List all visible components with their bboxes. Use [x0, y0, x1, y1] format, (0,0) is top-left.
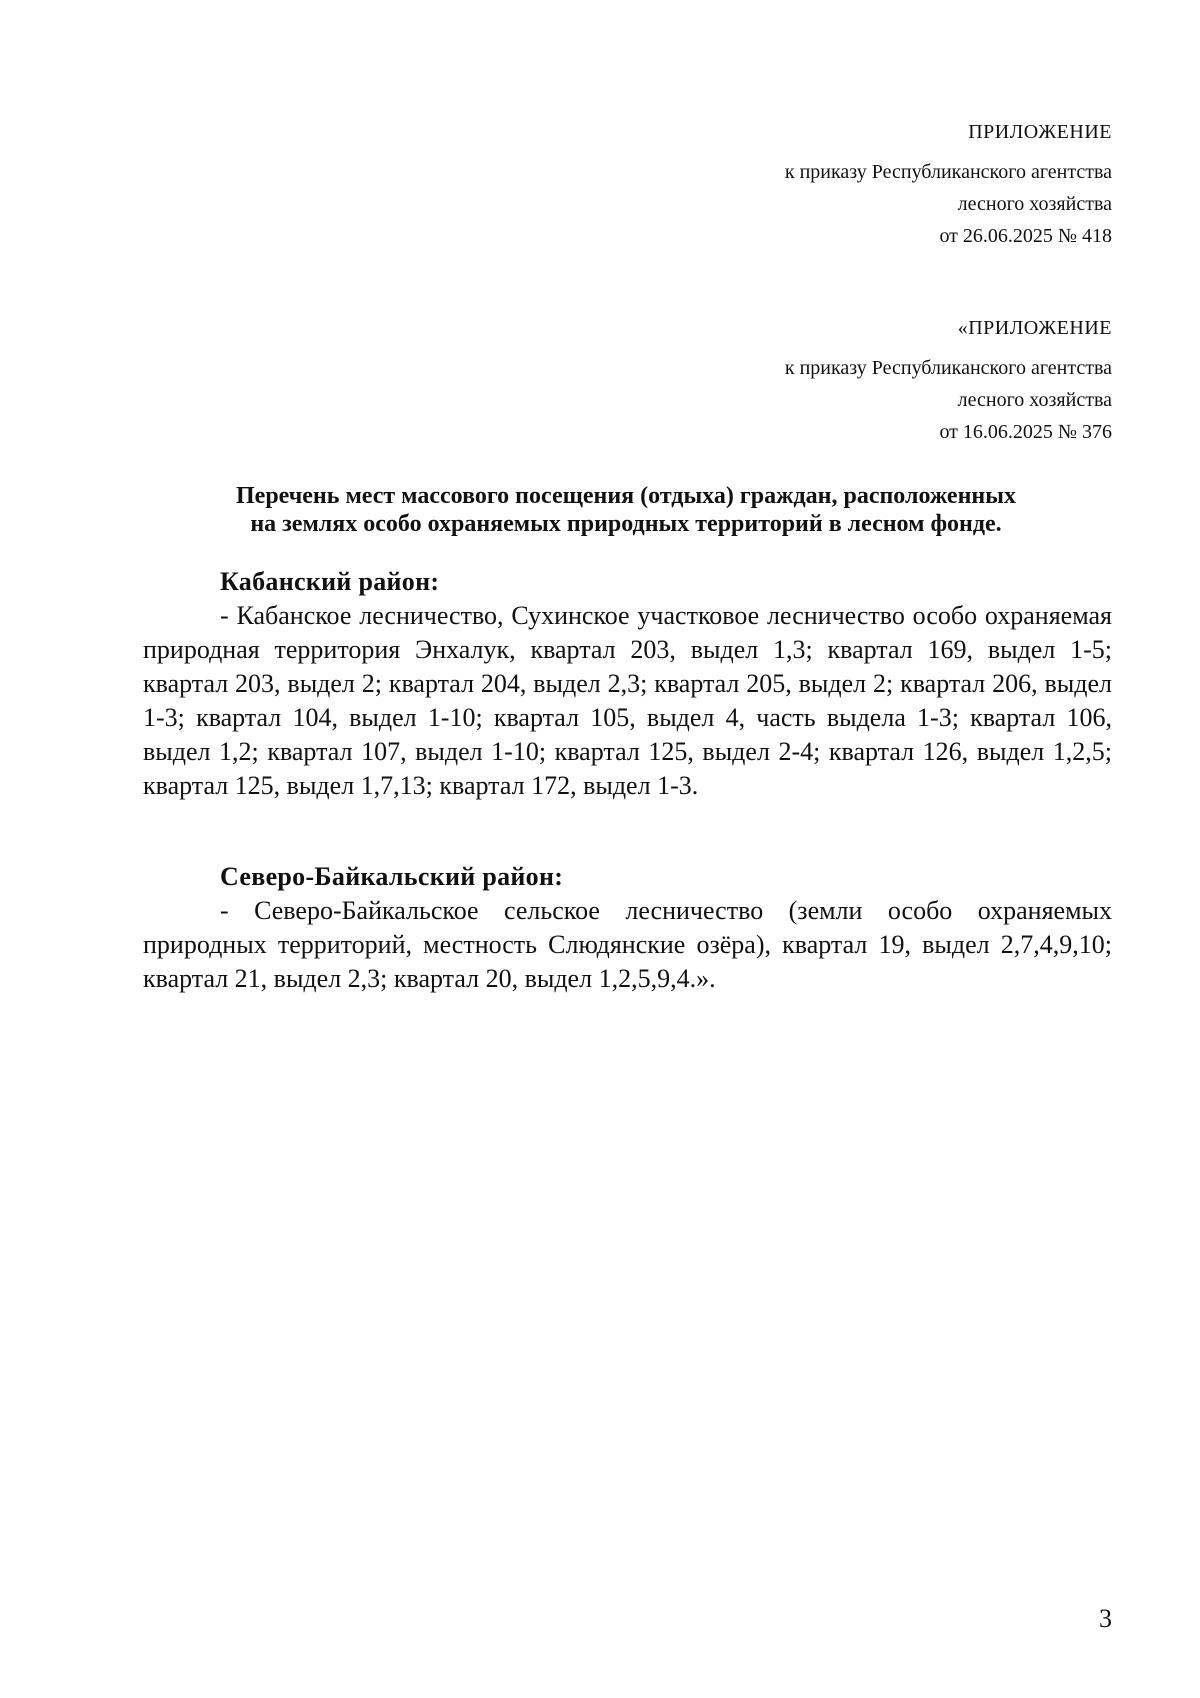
section-kabansky	[143, 565, 1112, 803]
section-heading: Кабанский район:	[220, 567, 440, 596]
section-heading: Северо-Байкальский район:	[220, 862, 564, 891]
appendix-agency-line: лесного хозяйства	[957, 193, 1112, 215]
appendix-agency-line: лесного хозяйства	[957, 389, 1112, 411]
document-title	[140, 482, 1112, 538]
section-text: - Северо-Байкальское сельское лесничество (земли особо охраняемых природных территорий, местность Слюдянские озёра), квартал 19, выдел 2,7,4,9,10; квартал 21, выдел 2,3; квартал 20, выдел 1,2,5,9,4.».	[143, 896, 1112, 993]
appendix-order-line: к приказу Республиканского агентства	[784, 357, 1112, 379]
appendix-header-previous	[785, 312, 1112, 448]
appendix-label: ПРИЛОЖЕНИЕ	[968, 121, 1112, 143]
appendix-date-number: от 26.06.2025 № 418	[939, 225, 1112, 247]
page-number: 3	[1099, 1604, 1112, 1633]
appendix-label: «ПРИЛОЖЕНИЕ	[957, 317, 1112, 339]
title-line-2: на землях особо охраняемых природных территорий в лесном фонде.	[250, 511, 1002, 537]
appendix-date-number: от 16.06.2025 № 376	[939, 421, 1112, 443]
title-line-1: Перечень мест массового посещения (отдыха) граждан, расположенных	[236, 483, 1016, 509]
section-text: - Кабанское лесничество, Сухинское участковое лесничество особо охраняемая природная территория Энхалук, квартал 203, выдел 1,3; квартал 169, выдел 1-5; квартал 203, выдел 2; квартал 204, выдел 2,3; квартал 205, выдел 2; квартал 206, выдел 1-3; квартал 104, выдел 1-10; квартал 105, выдел 4, часть выдела 1-3; квартал 106, выдел 1,2; квартал 107, выдел 1-10; квартал 125, выдел 2-4; квартал 126, выдел 1,2,5; квартал 125, выдел 1,7,13; квартал 172, выдел 1-3.	[143, 601, 1112, 800]
appendix-order-line: к приказу Республиканского агентства	[784, 161, 1112, 183]
section-severo-baikalsky	[143, 860, 1112, 996]
appendix-header-current	[785, 116, 1112, 252]
